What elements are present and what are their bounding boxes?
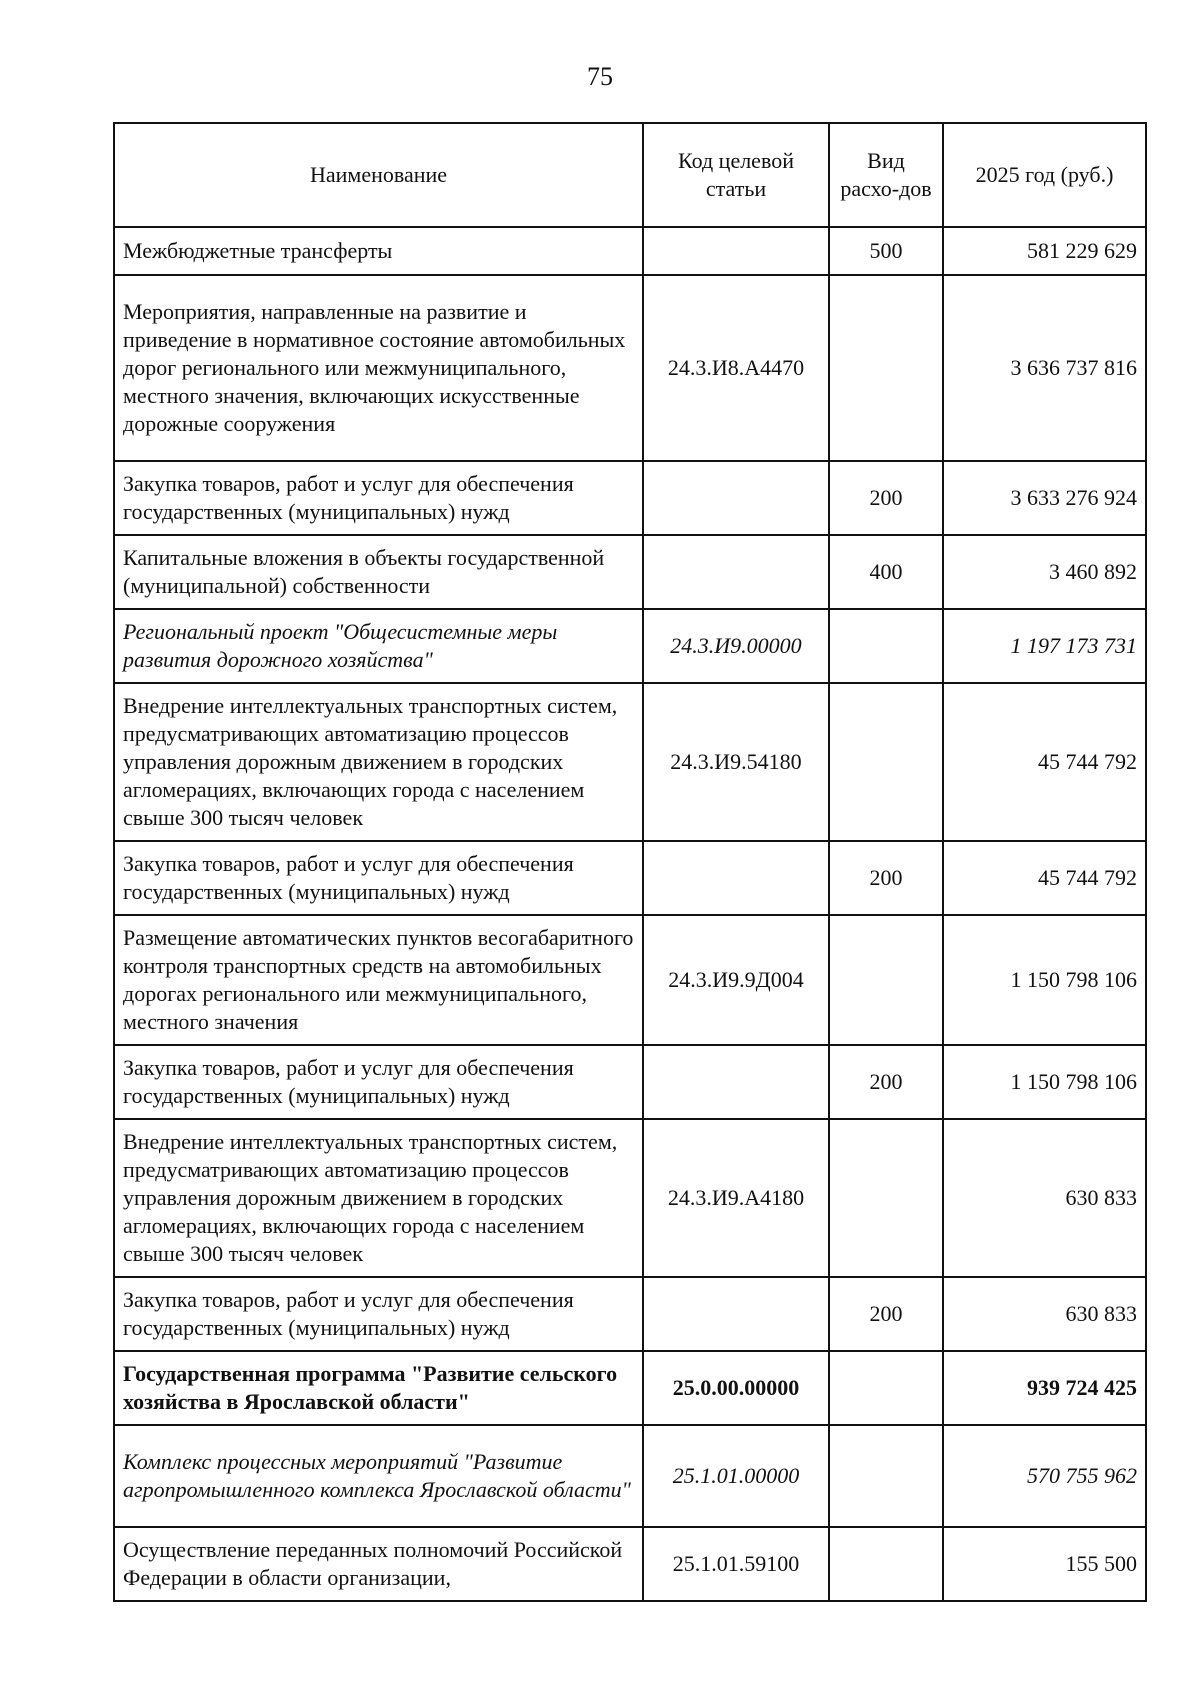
table-row: [114, 1045, 1146, 1119]
row-type: [829, 609, 943, 683]
row-amount: 581 229 629: [943, 227, 1146, 275]
table-row: [114, 915, 1146, 1045]
table-row: [114, 683, 1146, 841]
row-type: 200: [829, 461, 943, 535]
table-row: [114, 1351, 1146, 1425]
row-type: 500: [829, 227, 943, 275]
row-name: Региональный проект "Общесистемные меры развития дорожного хозяйства": [114, 609, 643, 683]
row-name: Капитальные вложения в объекты государственной (муниципальной) собственности: [114, 535, 643, 609]
row-type: 200: [829, 841, 943, 915]
header-code: Код целевой статьи: [643, 123, 829, 227]
row-name: Государственная программа "Развитие сельского хозяйства в Ярославской области": [114, 1351, 643, 1425]
row-code: 25.0.00.00000: [643, 1351, 829, 1425]
row-type: [829, 683, 943, 841]
row-name: Закупка товаров, работ и услуг для обеспечения государственных (муниципальных) нужд: [114, 461, 643, 535]
row-amount: 630 833: [943, 1119, 1146, 1277]
table-row: [114, 461, 1146, 535]
table-header-row: [114, 123, 1146, 227]
row-name: Мероприятия, направленные на развитие и приведение в нормативное состояние автомобильных дорог регионального или межмуниципального, местного значения, включающих искусственные дорожные сооружения: [114, 275, 643, 461]
row-name: Комплекс процессных мероприятий "Развитие агропромышленного комплекса Ярославской области": [114, 1425, 643, 1527]
row-code: [643, 1277, 829, 1351]
row-amount: 630 833: [943, 1277, 1146, 1351]
table-row: [114, 1119, 1146, 1277]
table-row: [114, 1425, 1146, 1527]
row-name: Закупка товаров, работ и услуг для обеспечения государственных (муниципальных) нужд: [114, 1277, 643, 1351]
row-name: Размещение автоматических пунктов весогабаритного контроля транспортных средств на автомобильных дорогах регионального или межмуниципального, местного значения: [114, 915, 643, 1045]
row-type: [829, 1351, 943, 1425]
budget-table: [113, 122, 1147, 1602]
header-type: Вид расхо-дов: [829, 123, 943, 227]
row-code: 25.1.01.59100: [643, 1527, 829, 1601]
row-type: [829, 1527, 943, 1601]
table-row: [114, 609, 1146, 683]
row-name: Внедрение интеллектуальных транспортных систем, предусматривающих автоматизацию процессов управления дорожным движением в городских агломерациях, включающих города с населением свыше 300 тысяч человек: [114, 1119, 643, 1277]
row-type: [829, 915, 943, 1045]
row-amount: 1 150 798 106: [943, 1045, 1146, 1119]
row-type: 200: [829, 1277, 943, 1351]
row-name: Закупка товаров, работ и услуг для обеспечения государственных (муниципальных) нужд: [114, 1045, 643, 1119]
row-code: [643, 461, 829, 535]
table-row: [114, 535, 1146, 609]
row-type: 400: [829, 535, 943, 609]
row-amount: 1 150 798 106: [943, 915, 1146, 1045]
row-code: 24.3.И9.9Д004: [643, 915, 829, 1045]
row-type: [829, 1425, 943, 1527]
row-name: Межбюджетные трансферты: [114, 227, 643, 275]
row-type: [829, 1119, 943, 1277]
row-code: 25.1.01.00000: [643, 1425, 829, 1527]
header-name: Наименование: [114, 123, 643, 227]
row-amount: 1 197 173 731: [943, 609, 1146, 683]
row-amount: 45 744 792: [943, 683, 1146, 841]
header-amount: 2025 год (руб.): [943, 123, 1146, 227]
row-amount: 45 744 792: [943, 841, 1146, 915]
row-type: [829, 275, 943, 461]
row-code: 24.3.И8.А4470: [643, 275, 829, 461]
row-name: Внедрение интеллектуальных транспортных систем, предусматривающих автоматизацию процессов управления дорожным движением в городских агломерациях, включающих города с населением свыше 300 тысяч человек: [114, 683, 643, 841]
row-code: [643, 1045, 829, 1119]
row-amount: 939 724 425: [943, 1351, 1146, 1425]
row-name: Осуществление переданных полномочий Российской Федерации в области организации,: [114, 1527, 643, 1601]
row-name: Закупка товаров, работ и услуг для обеспечения государственных (муниципальных) нужд: [114, 841, 643, 915]
table-row: [114, 275, 1146, 461]
row-amount: 3 636 737 816: [943, 275, 1146, 461]
row-code: 24.3.И9.54180: [643, 683, 829, 841]
table-row: [114, 227, 1146, 275]
row-code: 24.3.И9.00000: [643, 609, 829, 683]
page-number: 75: [587, 62, 613, 91]
row-code: 24.3.И9.А4180: [643, 1119, 829, 1277]
row-code: [643, 227, 829, 275]
row-code: [643, 841, 829, 915]
row-amount: 570 755 962: [943, 1425, 1146, 1527]
table-body: [114, 227, 1146, 1601]
table-row: [114, 1277, 1146, 1351]
row-amount: 155 500: [943, 1527, 1146, 1601]
table-row: [114, 841, 1146, 915]
row-code: [643, 535, 829, 609]
row-amount: 3 460 892: [943, 535, 1146, 609]
row-amount: 3 633 276 924: [943, 461, 1146, 535]
row-type: 200: [829, 1045, 943, 1119]
table-row: [114, 1527, 1146, 1601]
